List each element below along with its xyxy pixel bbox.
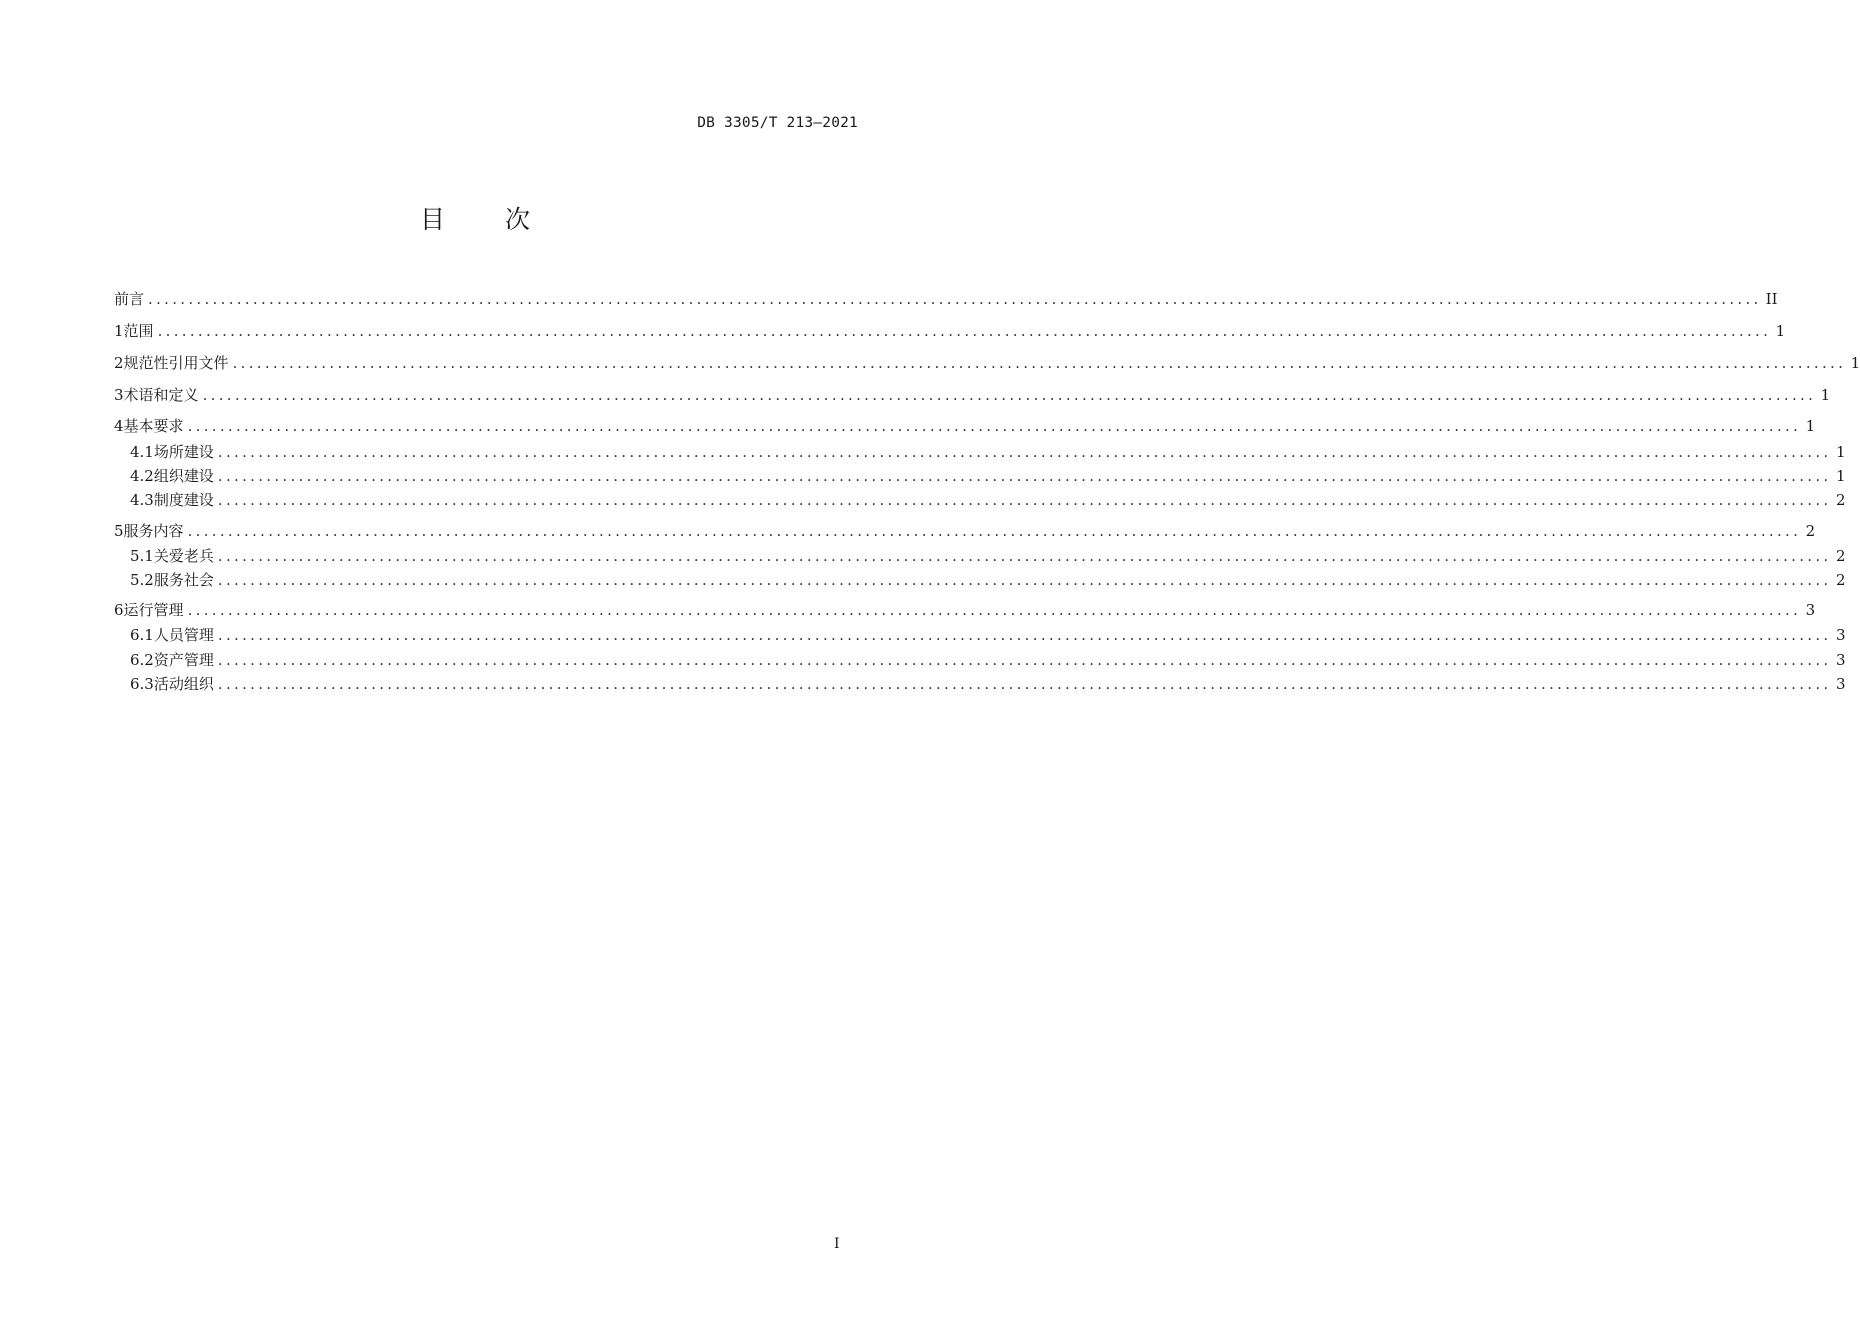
- toc-entry-number: 5.1: [130, 547, 154, 565]
- toc-entry-3[interactable]: [114, 384, 1831, 406]
- dot-leader: ........................................................................................................................................................................................................: [202, 386, 1817, 404]
- dot-leader: ........................................................................................................................................................................................................: [187, 522, 1802, 540]
- dot-leader: ........................................................................................................................................................................................................: [217, 571, 1832, 589]
- toc-entry-page: 2: [1835, 491, 1846, 509]
- dot-leader: ........................................................................................................................................................................................................: [232, 354, 1847, 372]
- toc-entry-page: 1: [1820, 386, 1831, 404]
- dot-leader: ........................................................................................................................................................................................................: [217, 651, 1832, 669]
- toc-entry-5-1[interactable]: [130, 545, 1846, 567]
- document-code: DB 3305/T 213—2021: [697, 115, 858, 131]
- dot-leader: ........................................................................................................................................................................................................: [217, 491, 1832, 509]
- toc-entry-page: 1: [1805, 417, 1816, 435]
- toc-entry-label: 基本要求: [123, 417, 184, 435]
- toc-entry-page: 3: [1835, 651, 1846, 669]
- toc-entry-number: 5: [114, 522, 124, 540]
- dot-leader: ........................................................................................................................................................................................................: [187, 417, 1802, 435]
- toc-entry-label: 术语和定义: [123, 386, 199, 404]
- toc-entry-1[interactable]: [114, 320, 1786, 342]
- toc-entry-number: 6.2: [130, 651, 154, 669]
- toc-entry-label: 资产管理: [153, 651, 214, 669]
- toc-entry-page: 3: [1805, 601, 1816, 619]
- toc-entry-5-2[interactable]: [130, 569, 1846, 591]
- toc-entry-number: 6.3: [130, 675, 154, 693]
- toc-entry-page: 1: [1775, 322, 1786, 340]
- toc-entry-page: II: [1765, 290, 1778, 308]
- dot-leader: ........................................................................................................................................................................................................: [148, 290, 1762, 308]
- toc-entry-label: 场所建设: [153, 443, 214, 461]
- toc-entry-label: 范围: [123, 322, 154, 340]
- toc-entry-4-2[interactable]: [130, 465, 1846, 487]
- toc-entry-4-1[interactable]: [130, 441, 1846, 463]
- dot-leader: ........................................................................................................................................................................................................: [187, 601, 1802, 619]
- toc-entry-page: 1: [1835, 443, 1846, 461]
- toc-entry-2[interactable]: [114, 352, 1860, 374]
- toc-entry-page: 1: [1835, 467, 1846, 485]
- toc-entry-number: 1: [114, 322, 124, 340]
- toc-entry-number: 4: [114, 417, 124, 435]
- toc-entry-number: 2: [114, 354, 124, 372]
- toc-entry-label: 关爱老兵: [153, 547, 214, 565]
- toc-entry-label: 服务社会: [153, 571, 214, 589]
- toc-entry-number: 4.2: [130, 467, 154, 485]
- dot-leader: ........................................................................................................................................................................................................: [217, 467, 1832, 485]
- toc-entry-number: 3: [114, 386, 124, 404]
- toc-entry-foreword[interactable]: [114, 288, 1778, 310]
- title-char-2: 次: [505, 205, 531, 234]
- dot-leader: ........................................................................................................................................................................................................: [157, 322, 1772, 340]
- toc-entry-page: 3: [1835, 675, 1846, 693]
- toc-entry-label: 人员管理: [153, 626, 214, 644]
- toc-entry-6-1[interactable]: [130, 624, 1846, 646]
- toc-entry-4[interactable]: [114, 415, 1816, 437]
- toc-entry-label: 服务内容: [123, 522, 184, 540]
- toc-entry-label: 活动组织: [153, 675, 214, 693]
- toc-entry-label: 规范性引用文件: [123, 354, 229, 372]
- toc-entry-page: 1: [1850, 354, 1860, 372]
- toc-entry-6-2[interactable]: [130, 649, 1846, 671]
- toc-entry-page: 2: [1835, 547, 1846, 565]
- toc-entry-number: 5.2: [130, 571, 154, 589]
- toc-entry-label: 前言: [114, 290, 145, 308]
- dot-leader: ........................................................................................................................................................................................................: [217, 675, 1832, 693]
- toc-entry-page: 2: [1805, 522, 1816, 540]
- toc-entry-number: 4.3: [130, 491, 154, 509]
- toc-entry-4-3[interactable]: [130, 489, 1846, 511]
- title-char-1: 目: [419, 205, 445, 234]
- toc-entry-page: 3: [1835, 626, 1846, 644]
- toc-entry-5[interactable]: [114, 520, 1816, 542]
- dot-leader: ........................................................................................................................................................................................................: [217, 443, 1832, 461]
- dot-leader: ........................................................................................................................................................................................................: [217, 547, 1832, 565]
- toc-entry-page: 2: [1835, 571, 1846, 589]
- toc-entry-6[interactable]: [114, 599, 1816, 621]
- toc-entry-number: 6.1: [130, 626, 154, 644]
- toc-entry-6-3[interactable]: [130, 673, 1846, 695]
- dot-leader: ........................................................................................................................................................................................................: [217, 626, 1832, 644]
- toc-entry-number: 4.1: [130, 443, 154, 461]
- toc-entry-label: 组织建设: [153, 467, 214, 485]
- page-folio: I: [834, 1236, 840, 1252]
- toc-entry-number: 6: [114, 601, 124, 619]
- toc-entry-label: 制度建设: [153, 491, 214, 509]
- toc-entry-label: 运行管理: [123, 601, 184, 619]
- page-title: [0, 200, 950, 236]
